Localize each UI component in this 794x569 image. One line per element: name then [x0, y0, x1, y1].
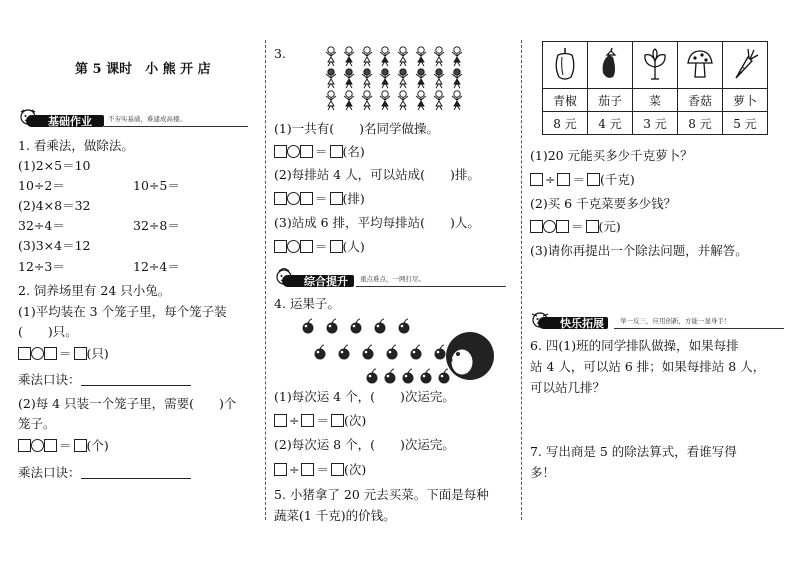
student-figure [416, 91, 426, 110]
answer-box[interactable] [274, 145, 287, 158]
operator-circle[interactable] [31, 347, 44, 360]
fruit-icon [303, 319, 314, 334]
q6-line2: 站 4 人，可以站 6 排；如果每排站 8 人， [530, 359, 766, 374]
hedgehog-icon [446, 332, 494, 380]
q2-part1: (1)平均装在 3 个笼子里，每个笼子装 [18, 304, 227, 319]
answer-box[interactable] [300, 192, 313, 205]
column-divider-1 [265, 40, 266, 520]
answer-box[interactable] [301, 463, 314, 476]
q5-part1: (1)20 元能买多少千克萝卜？ [530, 148, 693, 163]
q7-line2: 多！ [530, 465, 556, 480]
answer-box[interactable] [556, 220, 569, 233]
unit-label: (千克) [600, 172, 635, 187]
fruit-icon [421, 369, 432, 384]
student-figure [326, 91, 336, 110]
student-figure [344, 47, 354, 66]
q3-part1: (1)一共有( )名同学做操。 [274, 121, 439, 136]
q3-stem: 3. [274, 46, 286, 61]
answer-box[interactable] [300, 145, 313, 158]
q1-stem: 1. 看乘法，做除法。 [18, 138, 134, 153]
section-label-basic: 基础作业 [48, 115, 92, 128]
answer-box[interactable] [274, 414, 287, 427]
answer-box[interactable] [18, 439, 31, 452]
student-rows [326, 47, 462, 110]
unit-label: (次) [344, 413, 367, 428]
q5-part2: (2)买 6 千克菜要多少钱？ [530, 196, 677, 211]
q3-answer-row-3: ＝ (人) [274, 239, 365, 255]
answer-box[interactable] [74, 439, 87, 452]
veg-icon-cell [543, 42, 588, 89]
fruit-icon [399, 319, 410, 334]
fruit-icon [411, 345, 422, 360]
answer-box[interactable] [274, 463, 287, 476]
q4-answer-row-1: ÷ ＝ (次) [274, 413, 366, 429]
operator-circle[interactable] [287, 240, 300, 253]
student-figure [416, 69, 426, 88]
q5-line1: 5. 小猪拿了 20 元去买菜。下面是每种 [274, 487, 489, 502]
q1-eq2a: 32÷4＝ [18, 218, 65, 233]
student-figure [380, 91, 390, 110]
student-figure [398, 91, 408, 110]
q3-part2: (2)每排站 4 人，可以站成( )排。 [274, 167, 480, 182]
unit-label: (次) [344, 462, 367, 477]
section-slogan-basic: 不夯实基础，难建成高楼。 [108, 115, 186, 123]
answer-box[interactable] [18, 347, 31, 360]
mult-label: 乘法口诀： [18, 465, 81, 480]
unit-label: (元) [598, 219, 621, 234]
q5-answer-row-2: ＝ (元) [530, 219, 621, 235]
answer-box[interactable] [330, 192, 343, 205]
q4-part2: (2)每次运 8 个，( )次运完。 [274, 437, 455, 452]
student-figure [344, 69, 354, 88]
q4-part1: (1)每次运 4 个，( )次运完。 [274, 389, 455, 404]
q2-part1-cont: ( )只。 [18, 324, 78, 339]
answer-box[interactable] [331, 414, 344, 427]
q7-line1: 7. 写出商是 5 的除法算式，看谁写得 [530, 444, 737, 459]
veg-icon-cell [633, 42, 678, 89]
veg-name-cell: 茄子 [588, 89, 633, 112]
answer-box[interactable] [557, 173, 570, 186]
q5-answer-row-1: ÷ ＝ (千克) [530, 172, 635, 188]
answer-line[interactable] [81, 466, 191, 479]
fruit-icon [327, 319, 338, 334]
student-figure [362, 91, 372, 110]
answer-box[interactable] [301, 414, 314, 427]
students-exercise-illustration [322, 42, 472, 114]
veg-name-cell: 菜 [633, 89, 678, 112]
q2-part2: (2)每 4 只装一个笼子里，需要( )个 [18, 396, 237, 411]
veg-name-cell: 青椒 [543, 89, 588, 112]
section-banner-extend [528, 310, 784, 332]
veg-icon-cell [723, 42, 768, 89]
student-figure [362, 69, 372, 88]
q1-eq3b: 12÷4＝ [133, 259, 180, 274]
q1-eq1b: 10÷5＝ [133, 178, 180, 193]
fruit-icon [403, 369, 414, 384]
veg-icon-cell [588, 42, 633, 89]
q6-line3: 可以站几排？ [530, 380, 606, 395]
veg-name-cell: 香菇 [678, 89, 723, 112]
veg-price-cell: 5 元 [723, 112, 768, 135]
fruit-icon [385, 369, 396, 384]
student-figure [452, 91, 462, 110]
q3-answer-row-2: ＝ (排) [274, 191, 365, 207]
q1-eq3: (3)3×4＝12 [18, 238, 91, 253]
answer-box[interactable] [331, 463, 344, 476]
student-figure [326, 47, 336, 66]
mushroom-icon [685, 47, 715, 81]
veg-name-cell: 萝卜 [723, 89, 768, 112]
operator-circle[interactable] [31, 439, 44, 452]
answer-box[interactable] [300, 240, 313, 253]
student-figure [434, 47, 444, 66]
fruit-icon [315, 345, 326, 360]
answer-box[interactable] [530, 173, 543, 186]
q2-mult-row-2 [18, 465, 191, 481]
answer-box[interactable] [330, 145, 343, 158]
q1-eq1: (1)2×5＝10 [18, 158, 91, 173]
section-banner-basic [16, 108, 248, 130]
veg-price-cell: 4 元 [588, 112, 633, 135]
student-figure [434, 91, 444, 110]
q2-answer-row-1: ＝ (只) [18, 346, 109, 362]
unit-label: (只) [86, 346, 109, 361]
unit-label: (名) [342, 144, 365, 159]
mult-label: 乘法口诀： [18, 372, 81, 387]
answer-box[interactable] [74, 347, 87, 360]
q3-part3: (3)站成 6 排，平均每排站( )人。 [274, 215, 480, 230]
column-divider-2 [521, 40, 522, 520]
answer-box[interactable] [274, 240, 287, 253]
veg-price-cell: 8 元 [678, 112, 723, 135]
q2-part2-cont: 笼子。 [18, 416, 56, 431]
unit-label: (个) [86, 438, 109, 453]
q2-answer-row-2: ＝ (个) [18, 438, 109, 454]
q1-eq2b: 32÷8＝ [133, 218, 180, 233]
veg-price-cell: 3 元 [633, 112, 678, 135]
operator-circle[interactable] [287, 145, 300, 158]
answer-box[interactable] [330, 240, 343, 253]
section-slogan-improve: 重点难点，一网打尽。 [360, 275, 425, 283]
student-figure [380, 69, 390, 88]
answer-box[interactable] [44, 347, 57, 360]
student-figure [380, 47, 390, 66]
vegetable-price-table [542, 41, 768, 135]
carrot-icon [730, 47, 760, 81]
q5-part3: (3)请你再提出一个除法问题，并解答。 [530, 243, 748, 258]
q4-stem: 4. 运果子。 [274, 296, 340, 311]
fruit-icon [435, 345, 446, 360]
q4-answer-row-2: ÷ ＝ (次) [274, 462, 366, 478]
operator-circle[interactable] [543, 220, 556, 233]
cabbage-icon [640, 47, 670, 81]
veg-price-cell: 8 元 [543, 112, 588, 135]
section-label-improve: 综合提升 [304, 275, 348, 288]
student-figure [362, 47, 372, 66]
section-slogan-extend: 举一反三，应用创新，方能一显身手！ [620, 317, 731, 325]
answer-box[interactable] [530, 220, 543, 233]
fruit-icon [387, 345, 398, 360]
q3-answer-row-1: ＝ (名) [274, 144, 365, 160]
section-banner-improve [272, 268, 512, 290]
section-label-extend: 快乐拓展 [560, 317, 604, 330]
answer-box[interactable] [586, 220, 599, 233]
answer-box[interactable] [274, 192, 287, 205]
q5-line2: 蔬菜(1 千克)的价钱。 [274, 508, 396, 523]
answer-box[interactable] [587, 173, 600, 186]
veg-icon-cell [678, 42, 723, 89]
fruit-icon [375, 319, 386, 334]
page-title: 第 5 课时 小 熊 开 店 [75, 62, 211, 77]
fruit-icon [351, 319, 362, 334]
student-figure [344, 91, 354, 110]
answer-box[interactable] [44, 439, 57, 452]
fruit-illustration [300, 318, 500, 388]
pepper-icon [550, 47, 580, 81]
eggplant-icon [595, 47, 625, 81]
student-figure [452, 69, 462, 88]
answer-line[interactable] [81, 373, 191, 386]
q1-eq3a: 12÷3＝ [18, 259, 65, 274]
fruit-icon [439, 369, 450, 384]
student-figure [434, 69, 444, 88]
q1-eq1a: 10÷2＝ [18, 178, 65, 193]
q1-eq2: (2)4×8＝32 [18, 198, 91, 213]
operator-circle[interactable] [287, 192, 300, 205]
student-figure [326, 69, 336, 88]
fruit-icon [339, 345, 350, 360]
student-figure [416, 47, 426, 66]
unit-label: (人) [342, 239, 365, 254]
student-figure [398, 47, 408, 66]
fruit-icon [367, 369, 378, 384]
q2-stem: 2. 饲养场里有 24 只小兔。 [18, 283, 171, 298]
student-figure [452, 47, 462, 66]
q2-mult-row-1 [18, 372, 191, 388]
q6-line1: 6. 四(1)班的同学排队做操，如果每排 [530, 338, 739, 353]
student-figure [398, 69, 408, 88]
fruit-icon [363, 345, 374, 360]
unit-label: (排) [342, 191, 365, 206]
